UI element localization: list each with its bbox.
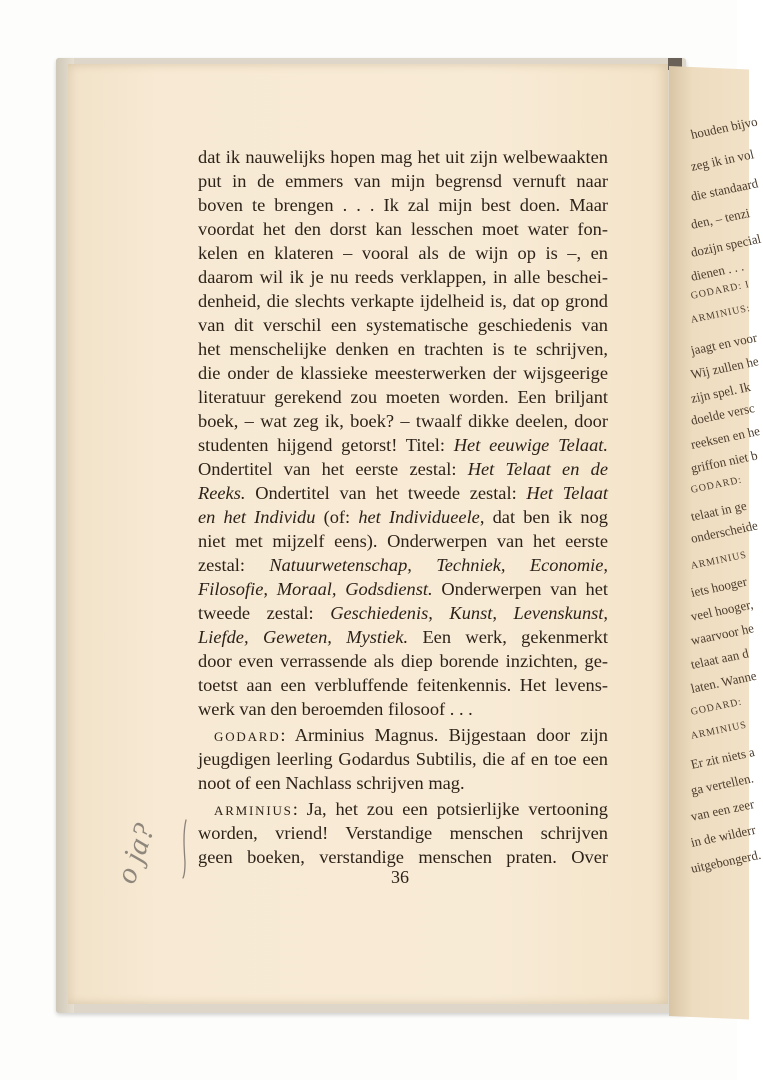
pencil-annotation [96,810,176,890]
next-page-line: GODARD: I [689,279,751,302]
next-page-line: Er zit niets a [689,744,757,772]
text-line: werk van den beroemden filosoof . . . [198,699,473,719]
text-line [198,458,608,480]
text-line: dat ik nauwelijks hopen mag het uit zijn welbewaakten [198,147,608,167]
next-page-line: in de wilderr [689,821,758,850]
italic-topics: Natuurwetenschap, Techniek, Economie, [269,555,608,575]
text-line: denheid, die slechts verkapte ijdelheid is, dat op grond [198,291,608,311]
text-segment: Ondertitel van het eerste zestal: [198,459,468,479]
text-line [198,554,608,576]
next-page-line: griffon niet b [689,447,760,476]
next-page-line: GODARD: [689,474,744,496]
next-page-line: zeg ik in vol [689,146,756,174]
next-page-line: Wij zullen he [689,353,761,382]
italic-subtitle: Het Telaat en de [467,459,609,479]
next-page-line: den, – tenzi [689,205,752,232]
next-page-line: telaat in ge [689,497,749,524]
next-page-line: laten. Wanne [689,667,759,696]
next-page-line: iets hooger [689,573,749,600]
italic-subtitle: en het Individu [198,507,316,527]
next-page-line: die standaard [689,175,760,204]
italic-topics: Liefde, Geweten, Mystiek. [198,627,409,647]
text-segment: studenten hijgend getorst! Titel: [198,435,454,455]
italic-term: het Individueele [358,507,480,527]
text-line [198,578,608,600]
speaker-name: ARMINIUS [214,803,293,818]
text-segment: , dat ben ik nog [479,507,609,527]
text-line: geen boeken, verstandige menschen praten. Over [198,847,608,867]
text-segment: (of: [315,507,359,527]
pencil-bracket-mark [178,818,192,880]
text-segment: Ondertitel van het tweede zestal: [245,483,527,503]
text-line: door even verrassende als diep borende inzichten, ge- [198,651,608,671]
italic-topics: Geschiedenis, Kunst, Levenskunst, [330,603,608,623]
next-page-line: van een zeer [689,796,756,824]
text-line: van dit verschil een systematische geschiedenis van [198,315,608,335]
next-page-line: dienen . . . [689,258,746,284]
text-line: die onder de klassieke meesterwerken der wijsgeerige [198,363,608,383]
text-segment: : Ja, het zou een potsierlijke vertooning [292,799,608,819]
next-page-line: doelde versc [689,400,757,428]
italic-topics: Filosofie, Moraal, Godsdienst. [198,579,433,599]
text-segment: Onderwerpen van het [432,579,608,599]
text-segment: tweede zestal: [198,603,331,623]
text-segment: Een werk, gekenmerkt [408,627,608,647]
text-line [198,626,608,648]
next-page-line: houden bijvo [689,113,759,142]
text-line: literatuur gerekend zou moeten worden. Een briljant [198,387,608,407]
text-line: boven te brengen . . . Ik zal mijn best doen. Maar [198,195,608,215]
next-page [669,66,763,1019]
next-page-line: ARMINIUS [689,719,749,742]
text-line [198,506,608,528]
next-page-line: ga vertellen. [689,770,756,798]
next-page-line: veel hooger, [689,596,755,624]
italic-subtitle: Reeks. [198,483,246,503]
speaker-name: GODARD [214,729,281,744]
next-page-line: uitgebongerd. [689,846,763,876]
dialogue-line [214,798,608,822]
next-page-line: dozijn special [689,230,763,260]
text-line: niet met mijzelf eens). Onderwerpen van het eerste [198,531,608,551]
text-line: put in de emmers van mijn begrensd vernuft naar [198,171,608,191]
text-line: noot of een Nachlass schrijven mag. [198,773,465,793]
text-line: voordat het den dorst kan lesschen moet water fon- [198,219,608,239]
text-line: kelen en klateren – vooral als de wijn op is –, en [198,243,608,263]
text-segment: : Arminius Magnus. Bijgestaan door zijn [280,725,608,745]
text-line [198,434,608,456]
text-line: jeugdigen leerling Godardus Subtilis, die af en toe een [198,749,608,769]
text-line: toetst aan een verbluffende feitenkennis. Het levens- [198,675,608,695]
text-segment: zestal: [198,555,270,575]
next-page-line: ARMINIUS: [689,302,752,326]
next-page-line: jaagt en voor [689,329,759,358]
dialogue-line [214,724,608,748]
next-page-line: reeksen en he [689,422,762,452]
next-page-line: zijn spel. Ik [689,378,752,406]
next-page-line: waarvoor he [689,620,756,648]
text-line: worden, vriend! Verstandige menschen schrijven [198,823,608,843]
next-page-line: GODARD: [689,696,744,718]
next-page-line: onderscheide [689,517,760,546]
page-number: 36 [391,867,409,887]
text-line [198,482,608,504]
italic-title: Het eeuwige Telaat. [453,435,608,455]
text-line: daarom wil ik je nu reeds verklappen, in alle beschei- [198,267,608,287]
text-line: het menschelijke denken en trachten is te schrijven, [198,339,608,359]
next-page-line: ARMINIUS [689,549,749,572]
italic-subtitle: Het Telaat [526,483,609,503]
next-page-line: telaat aan d [689,645,751,672]
text-line: boek, – wat zeg ik, boek? – twaalf dikke deelen, door [198,411,608,431]
text-line [198,602,608,624]
margin-note: o ja? [109,819,162,888]
